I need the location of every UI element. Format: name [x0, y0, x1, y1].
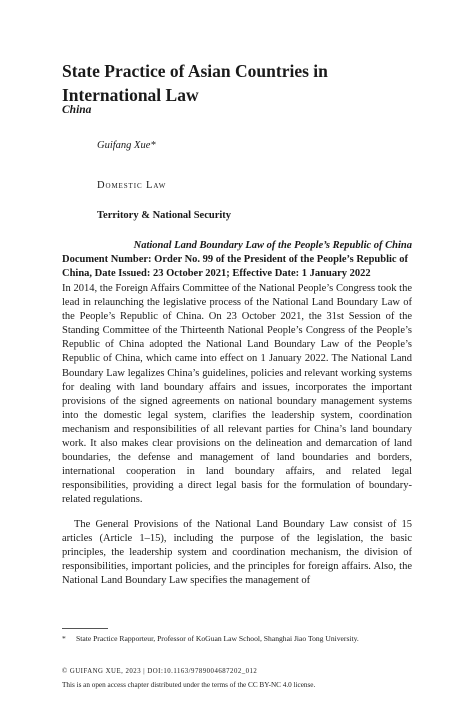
- country-label: China: [62, 104, 92, 116]
- article-title: State Practice of Asian Countries in International Law: [62, 61, 328, 105]
- law-title: National Land Boundary Law of the People’s Republic of China: [133, 240, 412, 251]
- author-name: Guifang Xue*: [97, 140, 156, 151]
- footnote-text: State Practice Rapporteur, Professor of KoGuan Law School, Shanghai Jiao Tong University.: [76, 634, 359, 643]
- body-paragraph: The General Provisions of the National Land Boundary Law consist of 15 articles (Article 1–15), including the purpose of the legislation, the basic principles, the leadership system and coordination mechanism, the division of responsibilities, important policies, and the principles for foreign affairs. Also, the National Land Boundary Law specifies the management of: [62, 519, 412, 587]
- copyright-line: © GUIFANG XUE, 2023 | DOI:10.1163/9789004687202_012: [62, 668, 258, 675]
- footnote-mark: *: [62, 634, 66, 643]
- license-line: This is an open access chapter distributed under the terms of the CC BY-NC 4.0 license.: [62, 681, 316, 689]
- section-heading: Domestic Law: [97, 180, 167, 191]
- body-paragraph: In 2014, the Foreign Affairs Committee of the National People’s Congress took the lead in relaunching the legislative process of the National Land Boundary Law of the People’s Republic of China. On 23 October 2021, the 31st Session of the Standing Committee of the Thirteenth National People’s Congress of the People’s Republic of China adopted the National Land Boundary Law of the People’s Republic of China, which came into effect on 1 January 2022. The National Land Boundary Law legalizes China’s guidelines, policies and relevant working systems for dealing with land boundary affairs and issues, incorporates the important provisions of the signed agreements on national boundary management systems into the domestic legal system, clarifies the leadership system, coordination mechanism and responsibilities of all relevant parties for China’s land boundary work. It also makes clear provisions on the delineation and demarcation of land boundaries, the defense and management of land boundaries and borders, international cooperation in land boundary affairs, and related legal responsibilities, providing a direct legal basis for the formulation of boundary-related regulations.: [62, 283, 412, 506]
- document-info: Document Number: Order No. 99 of the President of the People’s Republic of China, Date Issued: 23 October 2021; Effective Date: 1 January 2022: [62, 254, 408, 279]
- subsection-heading: Territory & National Security: [97, 210, 232, 221]
- footnote: [62, 634, 422, 644]
- footnote-divider: [62, 628, 108, 629]
